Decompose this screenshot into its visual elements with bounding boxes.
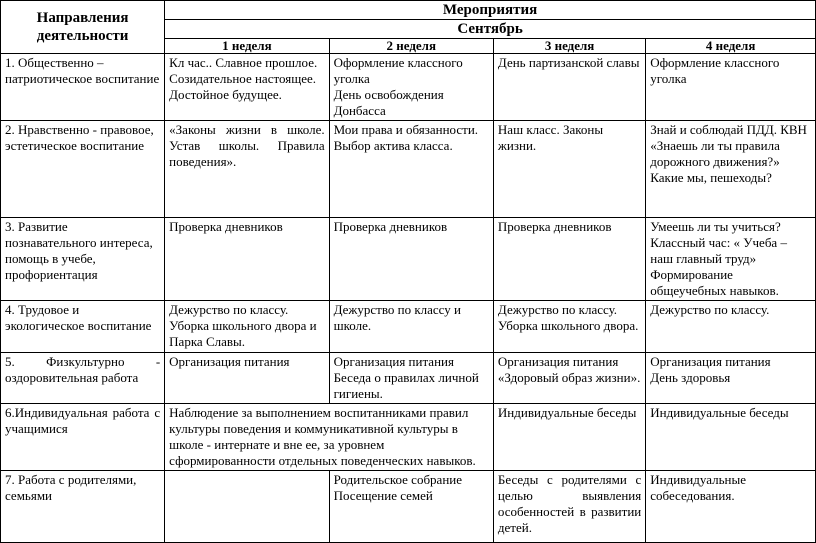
- week-3-cell: День партизанской славы: [493, 54, 645, 121]
- week-4-cell: Индивидуальные собеседования.: [646, 471, 816, 543]
- week-3-cell: Индивидуальные беседы: [493, 404, 645, 471]
- direction-cell: 5. Физкультурно - оздоровительная работа: [1, 353, 165, 404]
- week-1-cell: [165, 471, 329, 543]
- table-row: [1, 218, 816, 301]
- week-1-cell: Организация питания: [165, 353, 329, 404]
- direction-cell: 1. Общественно – патриотическое воспитание: [1, 54, 165, 121]
- week-1-cell: Дежурство по классу. Уборка школьного двора и Парка Славы.: [165, 301, 329, 353]
- week-2-header: 2 неделя: [329, 39, 493, 54]
- week-4-cell: Знай и соблюдай ПДД. КВН «Знаешь ли ты правила дорожного движения?» Какие мы, пешеходы?: [646, 121, 816, 218]
- direction-cell: 6.Индивидуальная работа с учащимися: [1, 404, 165, 471]
- month-header: Сентябрь: [165, 20, 816, 39]
- week-4-cell: Индивидуальные беседы: [646, 404, 816, 471]
- week-2-cell: Мои права и обязанности. Выбор актива класса.: [329, 121, 493, 218]
- week-3-cell: Дежурство по классу. Уборка школьного двора.: [493, 301, 645, 353]
- week-4-header: 4 неделя: [646, 39, 816, 54]
- week-3-cell: Проверка дневников: [493, 218, 645, 301]
- table-row: [1, 353, 816, 404]
- events-header: Мероприятия: [165, 1, 816, 20]
- table-row: [1, 121, 816, 218]
- week-3-cell: Организация питания «Здоровый образ жизни».: [493, 353, 645, 404]
- week-3-cell: Наш класс. Законы жизни.: [493, 121, 645, 218]
- weeks-1-2-cell: Наблюдение за выполнением воспитанниками правил культуры поведения и коммуникативной культуры в школе - интернате и вне ее, за уровнем сформированности отдельных поведенческих навыков.: [165, 404, 494, 471]
- directions-header: Направления деятельности: [1, 1, 165, 54]
- week-4-cell: Умеешь ли ты учиться? Классный час: « Учеба – наш главный труд» Формирование общеучебных навыков.: [646, 218, 816, 301]
- direction-cell: 7. Работа с родителями, семьями: [1, 471, 165, 543]
- direction-cell: 4. Трудовое и экологическое воспитание: [1, 301, 165, 353]
- week-2-cell: Родительское собрание Посещение семей: [329, 471, 493, 543]
- table-row: [1, 471, 816, 543]
- week-1-cell: Проверка дневников: [165, 218, 329, 301]
- table-row: [1, 301, 816, 353]
- week-1-cell: Кл час.. Славное прошлое. Созидательное настоящее. Достойное будущее.: [165, 54, 329, 121]
- week-1-header: 1 неделя: [165, 39, 329, 54]
- week-4-cell: Дежурство по классу.: [646, 301, 816, 353]
- week-2-cell: Дежурство по классу и школе.: [329, 301, 493, 353]
- week-2-cell: Оформление классного уголка День освобождения Донбасса: [329, 54, 493, 121]
- direction-cell: 2. Нравственно - правовое, эстетическое воспитание: [1, 121, 165, 218]
- week-2-cell: Проверка дневников: [329, 218, 493, 301]
- week-4-cell: Организация питания День здоровья: [646, 353, 816, 404]
- week-2-cell: Организация питания Беседа о правилах личной гигиены.: [329, 353, 493, 404]
- week-3-cell: Беседы с родителями с целью выявления особенностей в развитии детей.: [493, 471, 645, 543]
- direction-cell: 3. Развитие познавательного интереса, помощь в учебе, профориентация: [1, 218, 165, 301]
- table-row: [1, 54, 816, 121]
- table-row: [1, 404, 816, 471]
- week-3-header: 3 неделя: [493, 39, 645, 54]
- week-1-cell: «Законы жизни в школе. Устав школы. Правила поведения».: [165, 121, 329, 218]
- week-4-cell: Оформление классного уголка: [646, 54, 816, 121]
